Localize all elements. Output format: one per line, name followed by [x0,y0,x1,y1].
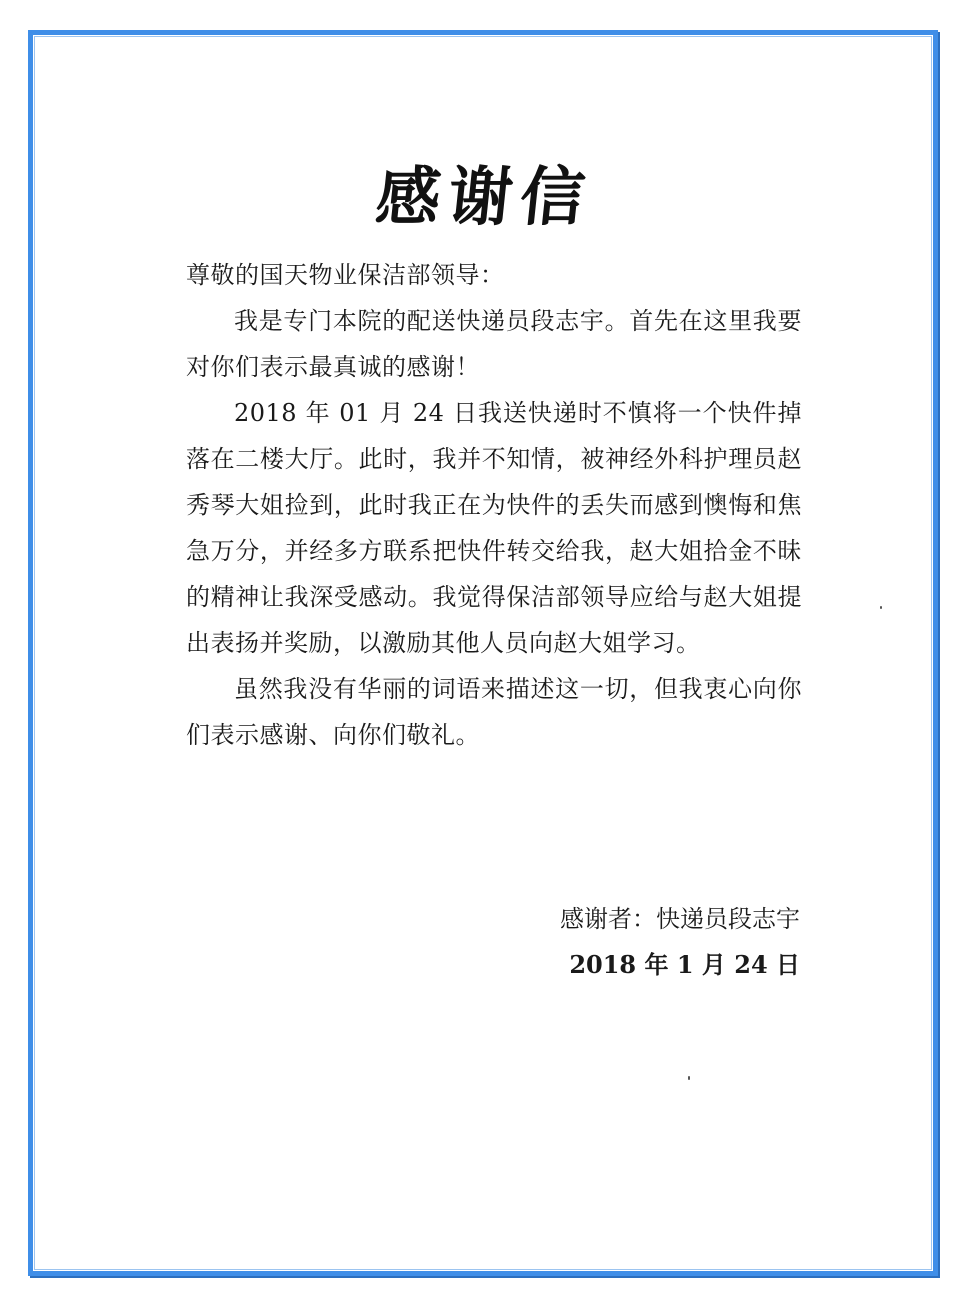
letter-body [186,252,802,758]
letter-title: 感谢信 [372,161,597,235]
letter-paragraph-3: 虽然我没有华丽的词语来描述这一切，但我衷心向你们表示感谢、向你们敬礼。 [186,675,802,749]
letter-paragraph-2: 2018 年 01 月 24 日我送快递时不慎将一个快件掉落在二楼大厅。此时，我并不知情，被神经外科护理员赵秀琴大姐捡到，此时我正在为快件的丢失而感到懊悔和焦急万分，并经多方联系把快件转交给我，赵大姐拾金不昧的精神让我深受感动。我觉得保洁部领导应给与赵大姐提出表扬并奖励，以激励其他人员向赵大姐学习。 [186,399,802,657]
letter-signature: 感谢者：快递员段志宇 [560,905,800,933]
scan-speck [688,1076,690,1080]
letter-salutation: 尊敬的国天物业保洁部领导： [186,261,505,289]
letter-date: 2018 年 1 月 24 日 [569,950,800,979]
letter-paragraph-1: 我是专门本院的配送快递员段志宇。首先在这里我要对你们表示最真诚的感谢！ [186,307,802,381]
scan-speck [880,606,882,609]
